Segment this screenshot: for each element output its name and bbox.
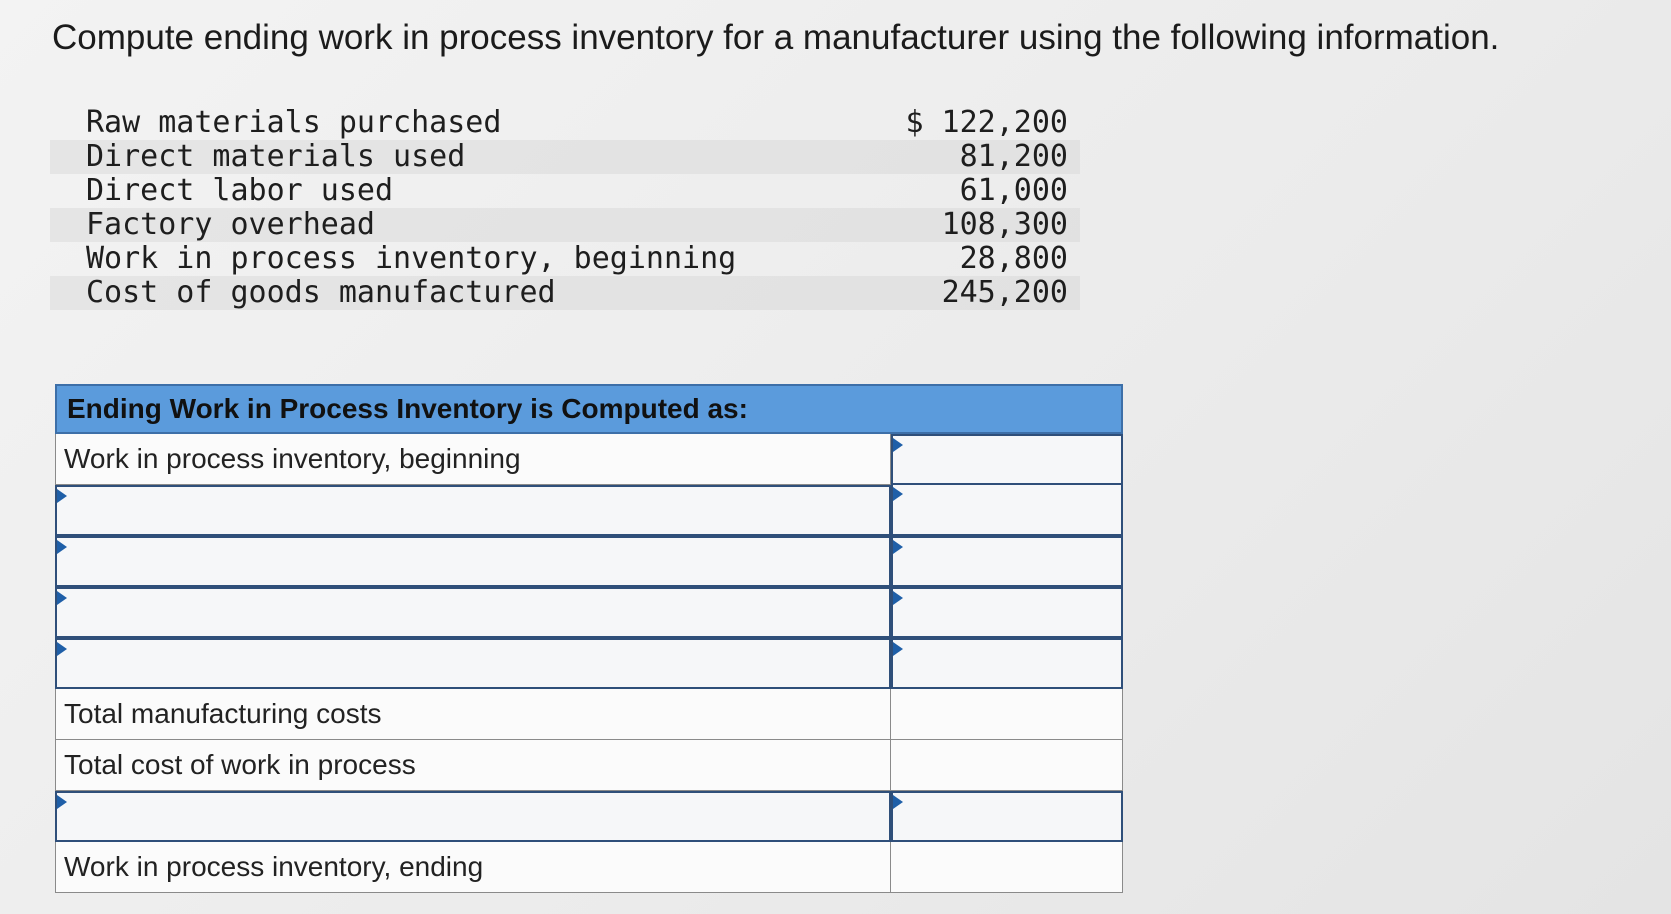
row-label: Work in process inventory, ending: [55, 842, 891, 893]
label-dropdown[interactable]: [55, 485, 891, 536]
given-row: [50, 174, 1080, 208]
amount-cell[interactable]: [891, 740, 1123, 791]
given-amount: 61,000: [959, 173, 1068, 208]
table-row-input: [55, 638, 1123, 689]
given-amount: 81,200: [959, 139, 1068, 174]
given-row: [50, 140, 1080, 174]
given-label: Factory overhead: [86, 207, 375, 242]
table-row-total-wip: [55, 740, 1123, 791]
table-row-wip-ending: [55, 842, 1123, 893]
amount-cell[interactable]: [891, 689, 1123, 740]
amount-input[interactable]: [891, 791, 1123, 842]
table-row-input: [55, 485, 1123, 536]
table-header: Ending Work in Process Inventory is Computed as:: [55, 384, 1123, 434]
given-row: [50, 276, 1080, 310]
given-row: [50, 106, 1080, 140]
row-label: Total cost of work in process: [55, 740, 891, 791]
amount-input[interactable]: [891, 485, 1123, 536]
given-row: [50, 208, 1080, 242]
given-amount: 245,200: [941, 275, 1068, 310]
question-text: Compute ending work in process inventory for a manufacturer using the following information.: [52, 18, 1500, 57]
amount-cell[interactable]: [891, 842, 1123, 893]
given-label: Direct labor used: [86, 173, 394, 208]
given-amount: 28,800: [959, 241, 1068, 276]
given-amount: 108,300: [941, 207, 1068, 242]
given-row: [50, 242, 1080, 276]
label-dropdown[interactable]: [55, 791, 891, 842]
label-dropdown[interactable]: [55, 536, 891, 587]
row-label: Total manufacturing costs: [55, 689, 891, 740]
given-label: Raw materials purchased: [86, 105, 502, 140]
given-label: Direct materials used: [86, 139, 466, 174]
table-row-input: [55, 587, 1123, 638]
label-dropdown[interactable]: [55, 587, 891, 638]
table-row-total-mfg: [55, 689, 1123, 740]
amount-input[interactable]: [891, 587, 1123, 638]
given-label: Work in process inventory, beginning: [86, 241, 737, 276]
given-label: Cost of goods manufactured: [86, 275, 556, 310]
amount-input[interactable]: [891, 434, 1123, 485]
given-amount: $ 122,200: [905, 105, 1068, 140]
table-row-input: [55, 791, 1123, 842]
amount-input[interactable]: [891, 536, 1123, 587]
table-row-wip-beginning: [55, 434, 1123, 485]
row-label: Work in process inventory, beginning: [55, 434, 891, 485]
answer-table: [55, 384, 1123, 893]
table-row-input: [55, 536, 1123, 587]
amount-input[interactable]: [891, 638, 1123, 689]
label-dropdown[interactable]: [55, 638, 891, 689]
given-data-list: [50, 106, 1080, 310]
